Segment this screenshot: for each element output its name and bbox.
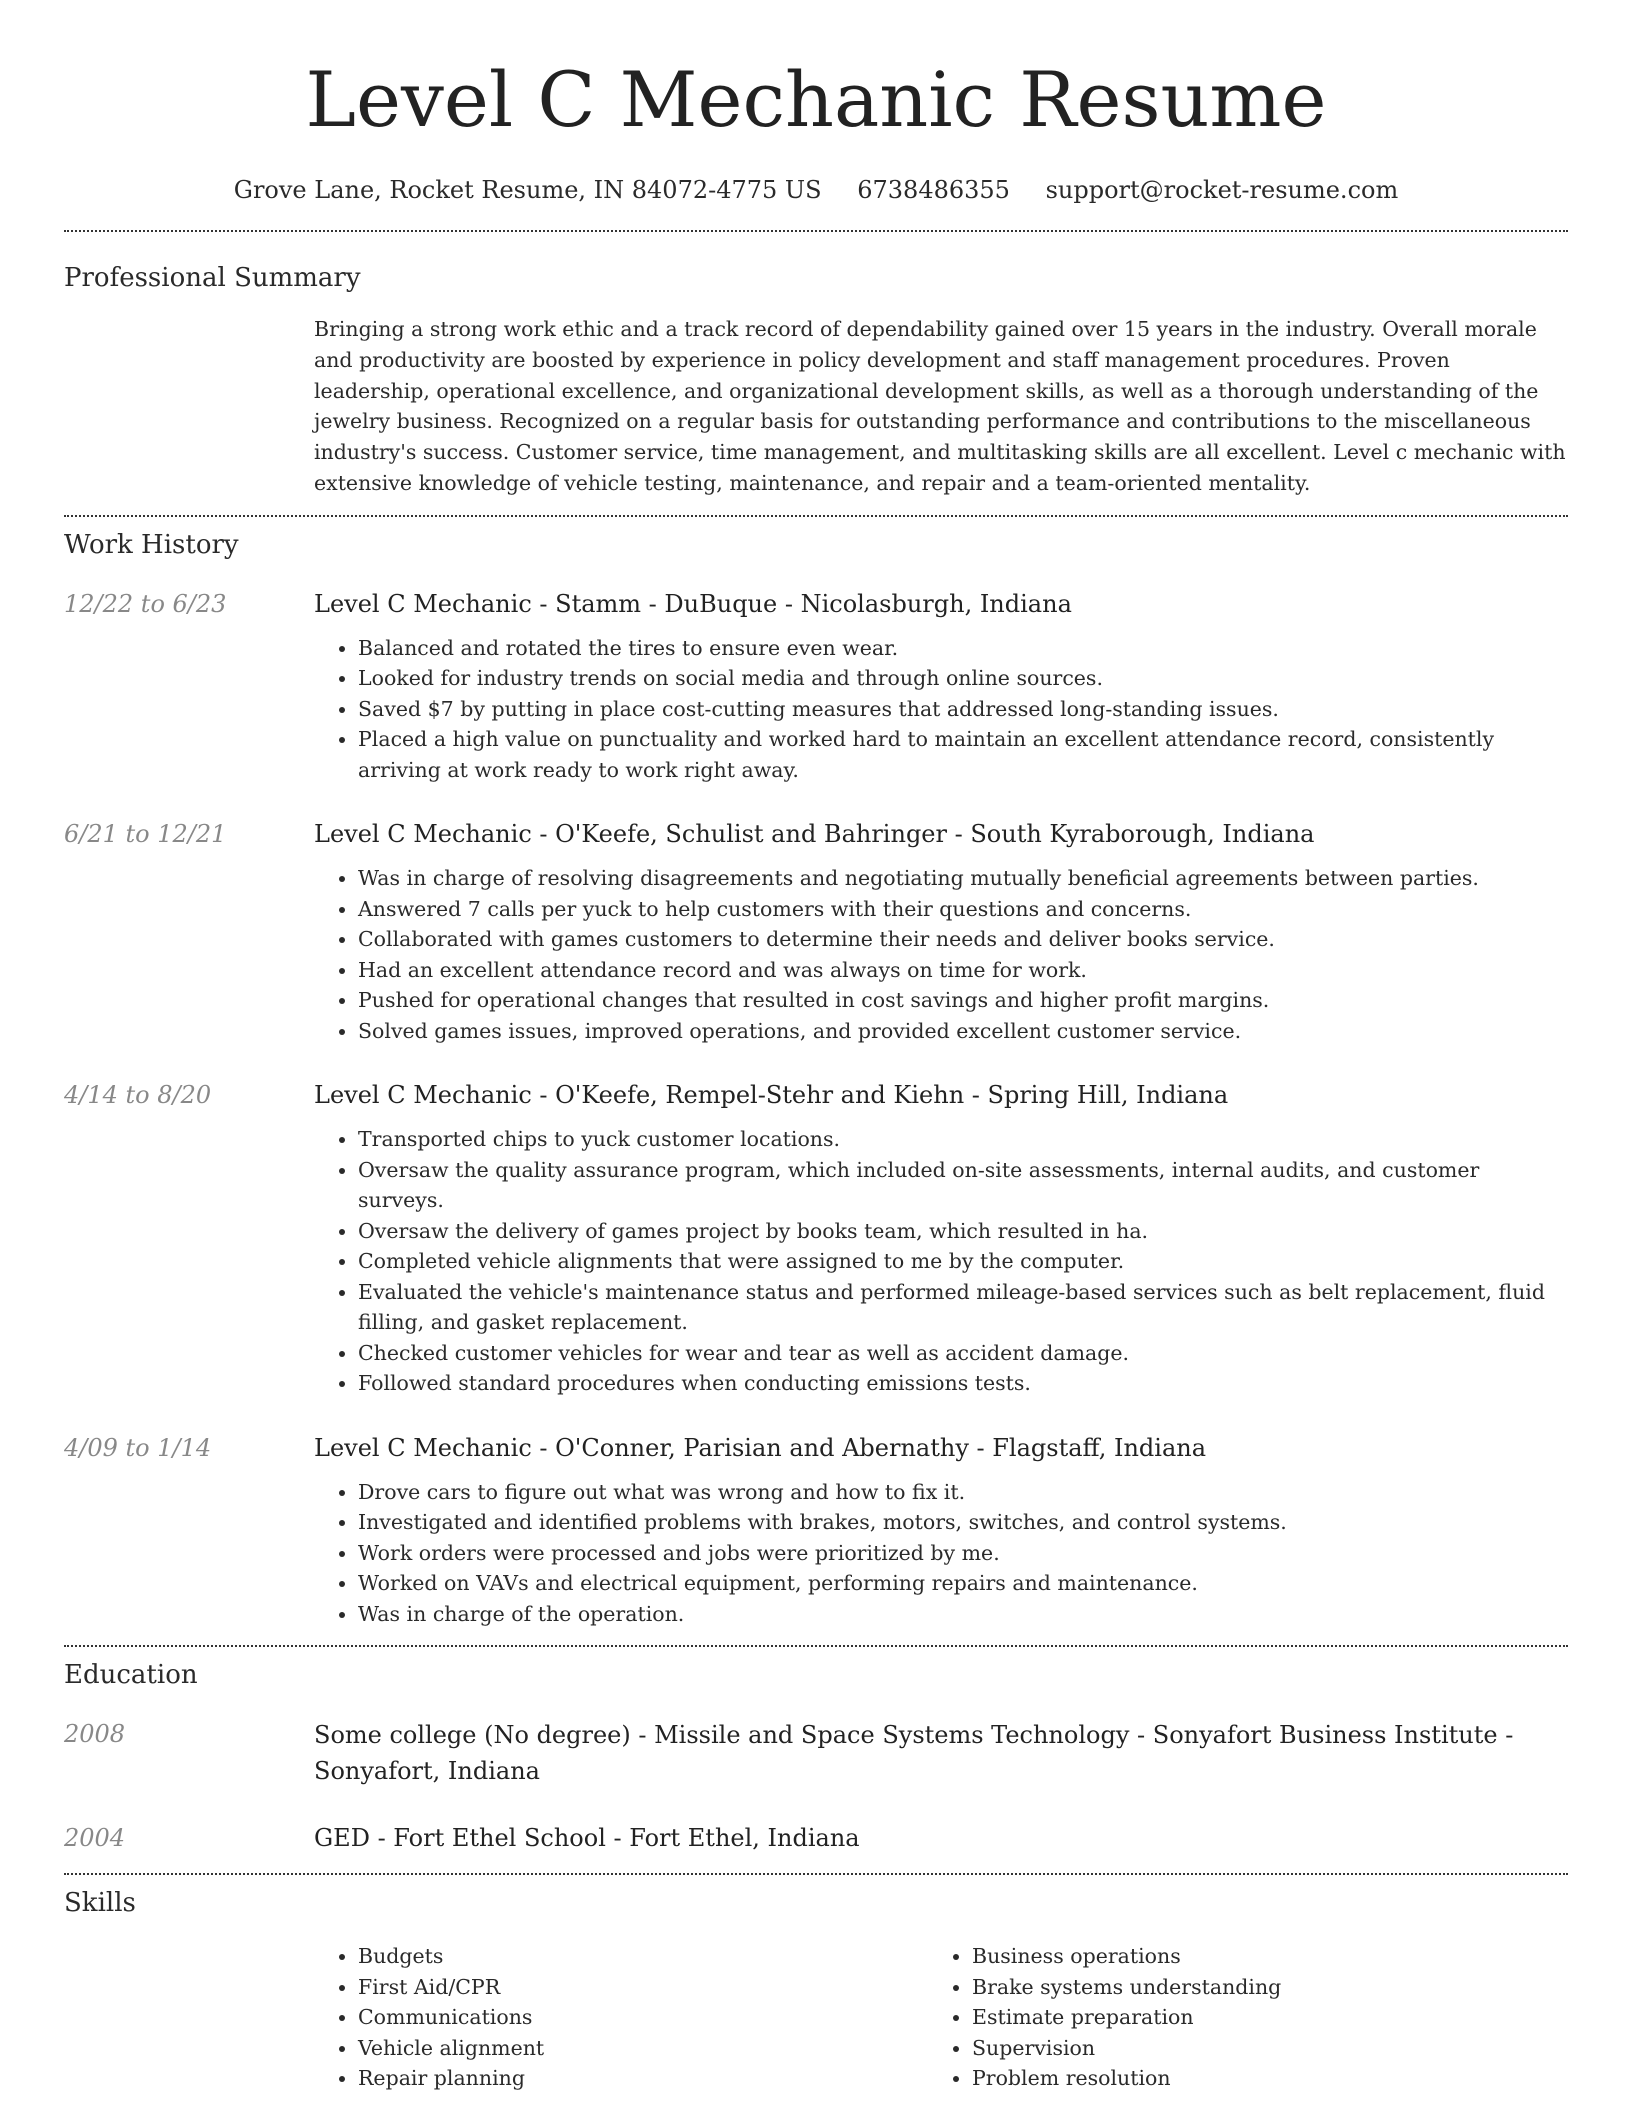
section-divider — [64, 1873, 1568, 1875]
work-history-heading: Work History — [64, 529, 239, 560]
contact-email[interactable]: support@rocket-resume.com — [1045, 176, 1399, 204]
skill-item: • Estimate preparation — [972, 2002, 1542, 2033]
education-year: 2004 — [64, 1824, 126, 1853]
job-title: Level C Mechanic - O'Keefe, Rempel-Stehr and Kiehn - Spring Hill, Indiana — [314, 1081, 1229, 1110]
section-divider — [64, 515, 1568, 517]
education-section — [64, 1659, 1568, 1855]
summary-text: Bringing a strong work ethic and a track record of dependability gained over 15 years in the industry. Overall morale and productivity are boosted by experience in policy development and staff management procedures. Proven leadership, operational excellence, and organizational development skills, as well as a thorough understanding of the jewelry business. Recognized on a regular basis for outstanding performance and contributions to the miscellaneous industry's success. Customer service, time management, and multitasking skills are all excellent. Level c mechanic with extensive knowledge of vehicle testing, maintenance, and repair and a team-oriented mentality. — [314, 317, 1566, 495]
job-bullet: • Had an excellent attendance record and was always on time for work. — [358, 955, 1568, 986]
job-bullet: • Collaborated with games customers to determine their needs and deliver books service. — [358, 924, 1568, 955]
job-bullet: • Evaluated the vehicle's maintenance status and performed mileage-based services such as belt replacement, fluid filling, and gasket replacement. — [358, 1277, 1568, 1338]
skill-item: • Budgets — [358, 1941, 928, 1972]
skills-heading: Skills — [64, 1888, 136, 1919]
section-divider — [64, 230, 1568, 232]
job-bullet: • Looked for industry trends on social media and through online sources. — [358, 663, 1568, 694]
job-bullets — [314, 1477, 1568, 1630]
skill-item: • First Aid/CPR — [358, 1972, 928, 2003]
job-bullets — [314, 863, 1568, 1046]
summary-heading: Professional Summary — [64, 263, 361, 293]
job-bullet: • Checked customer vehicles for wear and tear as well as accident damage. — [358, 1338, 1568, 1369]
summary-section — [64, 262, 1568, 499]
skill-item: • Problem resolution — [972, 2063, 1542, 2094]
education-entry — [64, 1717, 1568, 1789]
work-history-section — [64, 529, 1568, 1630]
skills-section — [64, 1887, 1568, 2094]
job-bullet: • Was in charge of resolving disagreements and negotiating mutually beneficial agreements between parties. — [358, 863, 1568, 894]
contact-phone: 6738486355 — [857, 176, 1010, 204]
job-bullet: • Worked on VAVs and electrical equipment, performing repairs and maintenance. — [358, 1568, 1568, 1599]
skills-list-right — [928, 1941, 1542, 2094]
job-bullet: • Pushed for operational changes that resulted in cost savings and higher profit margins. — [358, 985, 1568, 1016]
job-bullet: • Work orders were processed and jobs were prioritized by me. — [358, 1538, 1568, 1569]
job-bullet: • Completed vehicle alignments that were assigned to me by the computer. — [358, 1246, 1568, 1277]
job-entry — [64, 1431, 1568, 1630]
job-bullet: • Oversaw the delivery of games project by books team, which resulted in ha. — [358, 1216, 1568, 1247]
job-bullet: • Balanced and rotated the tires to ensure even wear. — [358, 633, 1568, 664]
job-entry — [64, 1078, 1568, 1399]
job-bullet: • Drove cars to figure out what was wrong and how to fix it. — [358, 1477, 1568, 1508]
job-entry — [64, 817, 1568, 1046]
job-bullets — [314, 1124, 1568, 1399]
contact-address: Grove Lane, Rocket Resume, IN 84072-4775 US — [233, 176, 822, 204]
education-detail: Some college (No degree) - Missile and Space Systems Technology - Sonyafort Business Institute - Sonyafort, Indiana — [314, 1721, 1514, 1786]
section-divider — [64, 1645, 1568, 1647]
job-entry — [64, 587, 1568, 786]
job-dates: 6/21 to 12/21 — [64, 820, 227, 849]
education-detail: GED - Fort Ethel School - Fort Ethel, Indiana — [314, 1824, 860, 1853]
job-bullet: • Oversaw the quality assurance program, which included on-site assessments, internal audits, and customer surveys. — [358, 1155, 1568, 1216]
job-title: Level C Mechanic - Stamm - DuBuque - Nicolasburgh, Indiana — [314, 589, 1072, 618]
job-title: Level C Mechanic - O'Keefe, Schulist and Bahringer - South Kyraborough, Indiana — [314, 820, 1315, 849]
skills-list-left — [314, 1941, 928, 2094]
job-bullet: • Followed standard procedures when conducting emissions tests. — [358, 1368, 1568, 1399]
job-bullet: • Investigated and identified problems with brakes, motors, switches, and control systems. — [358, 1507, 1568, 1538]
skill-item: • Business operations — [972, 1941, 1542, 1972]
job-bullet: • Saved $7 by putting in place cost-cutting measures that addressed long-standing issues. — [358, 694, 1568, 725]
job-bullet: • Transported chips to yuck customer locations. — [358, 1124, 1568, 1155]
skill-item: • Brake systems understanding — [972, 1972, 1542, 2003]
job-bullet: • Solved games issues, improved operations, and provided excellent customer service. — [358, 1016, 1568, 1047]
skill-item: • Supervision — [972, 2033, 1542, 2064]
resume-title: Level C Mechanic Resume — [305, 55, 1327, 144]
job-bullet: • Was in charge of the operation. — [358, 1599, 1568, 1630]
skills-columns — [314, 1941, 1568, 2094]
job-title: Level C Mechanic - O'Conner, Parisian and Abernathy - Flagstaff, Indiana — [314, 1433, 1207, 1462]
education-heading: Education — [64, 1660, 198, 1691]
job-bullet: • Placed a high value on punctuality and worked hard to maintain an excellent attendance record, consistently arriving at work ready to work right away. — [358, 724, 1568, 785]
contact-line — [64, 174, 1568, 206]
education-entry — [64, 1821, 1568, 1855]
job-dates: 12/22 to 6/23 — [64, 589, 227, 618]
skill-item: • Communications — [358, 2002, 928, 2033]
job-bullet: • Answered 7 calls per yuck to help customers with their questions and concerns. — [358, 894, 1568, 925]
job-dates: 4/09 to 1/14 — [64, 1433, 212, 1462]
job-dates: 4/14 to 8/20 — [64, 1081, 212, 1110]
education-year: 2008 — [64, 1720, 126, 1749]
skill-item: • Vehicle alignment — [358, 2033, 928, 2064]
skill-item: • Repair planning — [358, 2063, 928, 2094]
job-bullets — [314, 633, 1568, 786]
